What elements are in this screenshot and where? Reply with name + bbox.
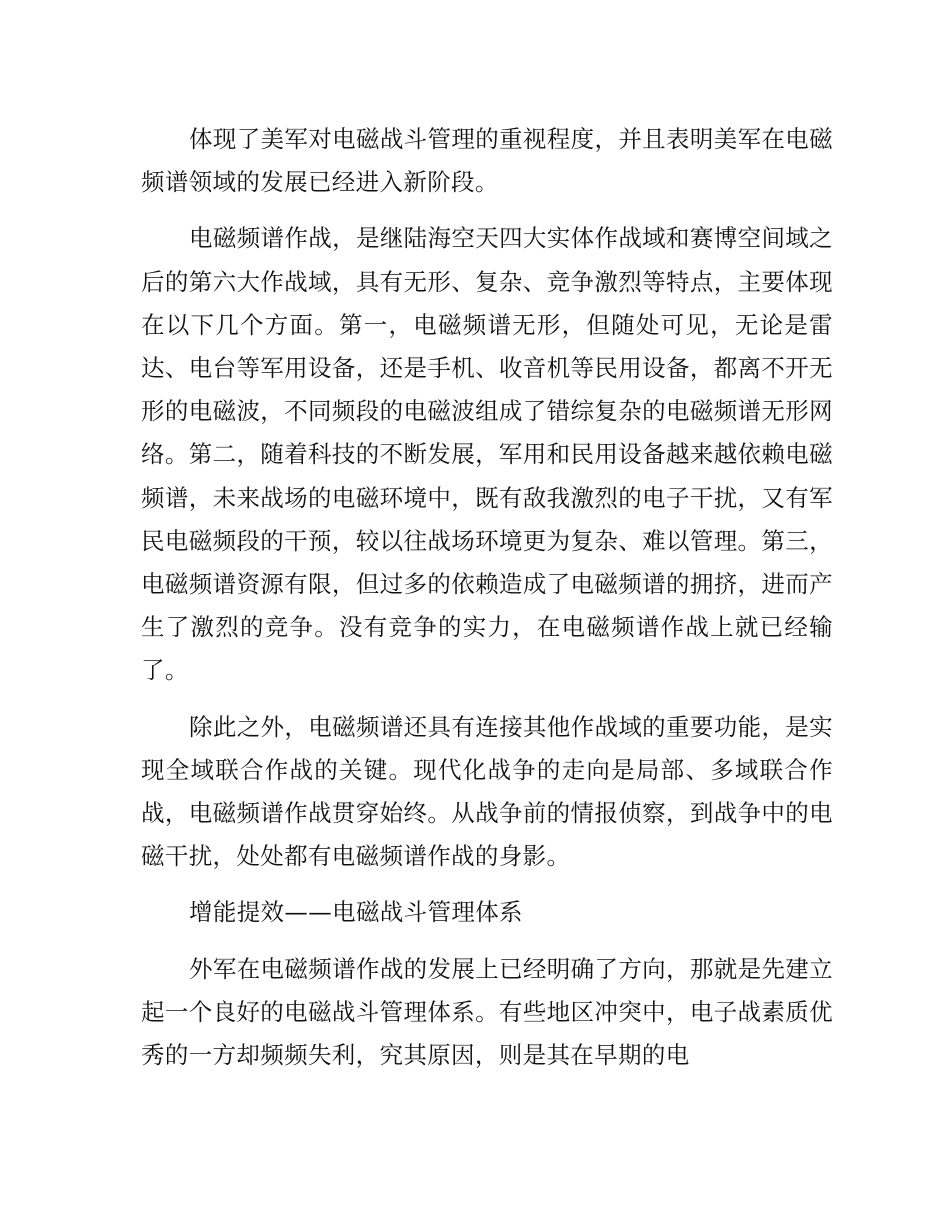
section-heading: 增能提效——电磁战斗管理体系 (189, 898, 523, 927)
paragraph-spacer (141, 693, 833, 706)
document-page (141, 118, 833, 1077)
paragraph-spacer (141, 204, 833, 217)
paragraph-1: 体现了美军对电磁战斗管理的重视程度，并且表明美军在电磁频谱领域的发展已经进入新阶段。 (141, 125, 833, 197)
paragraph-spacer (141, 878, 833, 891)
paragraph-spacer (141, 935, 833, 948)
paragraph-3: 除此之外，电磁频谱还具有连接其他作战域的重要功能，是实现全域联合作战的关键。现代化战争的走向是局部、多域联合作战，电磁频谱作战贯穿始终。从战争前的情报侦察，到战争中的电磁干扰，处处都有电磁频谱作战的身影。 (141, 712, 833, 871)
paragraph-2: 电磁频谱作战，是继陆海空天四大实体作战域和赛博空间域之后的第六大作战域，具有无形、复杂、竞争激烈等特点，主要体现在以下几个方面。第一，电磁频谱无形，但随处可见，无论是雷达、电台等军用设备，还是手机、收音机等民用设备，都离不开无形的电磁波，不同频段的电磁波组成了错综复杂的电磁频谱无形网络。第二，随着科技的不断发展，军用和民用设备越来越依赖电磁频谱，未来战场的电磁环境中，既有敌我激烈的电子干扰，又有军民电磁频段的干预，较以往战场环境更为复杂、难以管理。第三，电磁频谱资源有限，但过多的依赖造成了电磁频谱的拥挤，进而产生了激烈的竞争。没有竞争的实力，在电磁频谱作战上就已经输了。 (141, 224, 833, 685)
paragraph-4: 外军在电磁频谱作战的发展上已经明确了方向，那就是先建立起一个良好的电磁战斗管理体系。有些地区冲突中，电子战素质优秀的一方却频频失利，究其原因，则是其在早期的电 (141, 954, 833, 1070)
